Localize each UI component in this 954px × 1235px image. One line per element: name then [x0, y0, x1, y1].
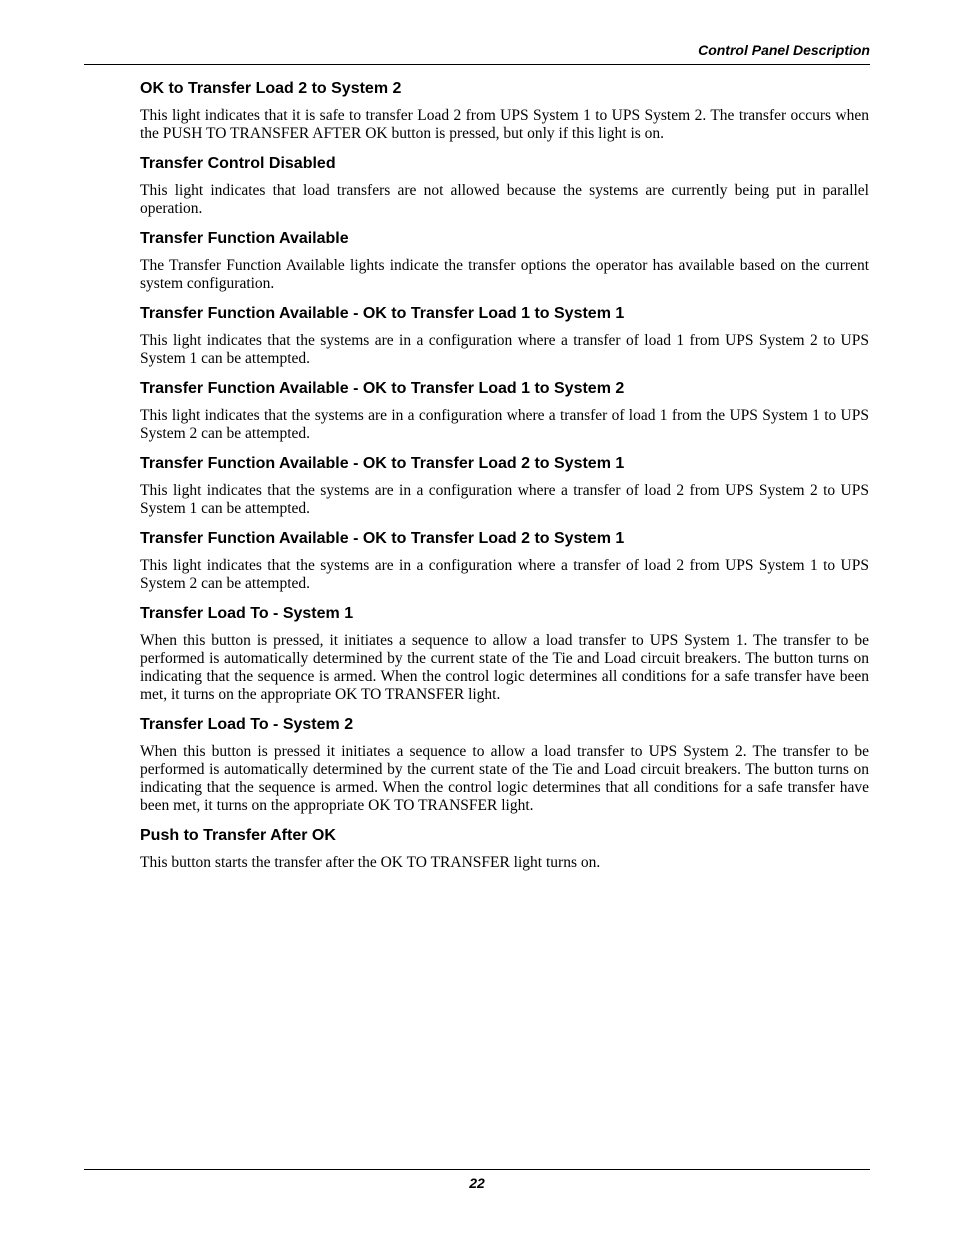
section-body: This light indicates that the systems are in a configuration where a transfer of load 2 from UPS System 1 to UPS System 2 can be attempted.	[140, 557, 869, 592]
section-tfa-load1-system1	[140, 304, 869, 368]
section-tfa-load1-system2	[140, 379, 869, 443]
section-heading: Push to Transfer After OK	[140, 827, 336, 844]
section-heading: Transfer Function Available - OK to Transfer Load 1 to System 2	[140, 380, 625, 397]
section-heading: OK to Transfer Load 2 to System 2	[140, 80, 402, 97]
section-body: This light indicates that the systems are in a configuration where a transfer of load 1 from UPS System 2 to UPS System 1 can be attempted.	[140, 332, 869, 367]
section-body: This light indicates that the systems are in a configuration where a transfer of load 1 from the UPS System 1 to UPS System 2 can be attempted.	[140, 407, 869, 442]
section-transfer-function-available	[140, 229, 869, 293]
section-heading: Transfer Control Disabled	[140, 155, 336, 172]
section-heading: Transfer Function Available - OK to Transfer Load 1 to System 1	[140, 305, 625, 322]
section-heading: Transfer Function Available - OK to Transfer Load 2 to System 1	[140, 455, 625, 472]
section-body: When this button is pressed, it initiates a sequence to allow a load transfer to UPS System 1. The transfer to be performed is automatically determined by the current state of the Tie and Load circuit breakers. The button turns on indicating that the sequence is armed. When the control logic determines all conditions for a safe transfer have been met, it turns on the appropriate OK TO TRANSFER light.	[140, 632, 869, 703]
section-tfa-load2-system1-second	[140, 529, 869, 593]
section-ok-transfer-load2-system2	[140, 79, 869, 143]
running-header-title: Control Panel Description	[698, 42, 870, 58]
section-body: This button starts the transfer after the OK TO TRANSFER light turns on.	[140, 854, 601, 871]
section-transfer-load-to-system2	[140, 715, 869, 815]
section-body: This light indicates that load transfers are not allowed because the systems are currently being put in parallel operation.	[140, 182, 869, 217]
section-push-to-transfer-after-ok	[140, 826, 869, 872]
section-heading: Transfer Function Available - OK to Transfer Load 2 to System 1	[140, 530, 625, 547]
section-heading: Transfer Load To - System 2	[140, 716, 354, 733]
footer-rule	[84, 1169, 870, 1170]
page-number: 22	[469, 1175, 485, 1191]
section-heading: Transfer Function Available	[140, 230, 349, 247]
section-body: This light indicates that the systems are in a configuration where a transfer of load 2 from UPS System 2 to UPS System 1 can be attempted.	[140, 482, 869, 517]
section-heading: Transfer Load To - System 1	[140, 605, 354, 622]
section-transfer-load-to-system1	[140, 604, 869, 704]
page-content	[140, 79, 869, 883]
section-tfa-load2-system1	[140, 454, 869, 518]
section-body: The Transfer Function Available lights indicate the transfer options the operator has available based on the current system configuration.	[140, 257, 869, 292]
header-rule	[84, 64, 870, 65]
section-body: This light indicates that it is safe to transfer Load 2 from UPS System 1 to UPS System 2. The transfer occurs when the PUSH TO TRANSFER AFTER OK button is pressed, but only if this light is on.	[140, 107, 869, 142]
section-body: When this button is pressed it initiates a sequence to allow a load transfer to UPS System 2. The transfer to be performed is automatically determined by the current state of the Tie and Load circuit breakers. The button turns on indicating that the sequence is armed. When the control logic determines that all conditions for a safe transfer have been met, it turns on the appropriate OK TO TRANSFER light.	[140, 743, 869, 814]
section-transfer-control-disabled	[140, 154, 869, 218]
